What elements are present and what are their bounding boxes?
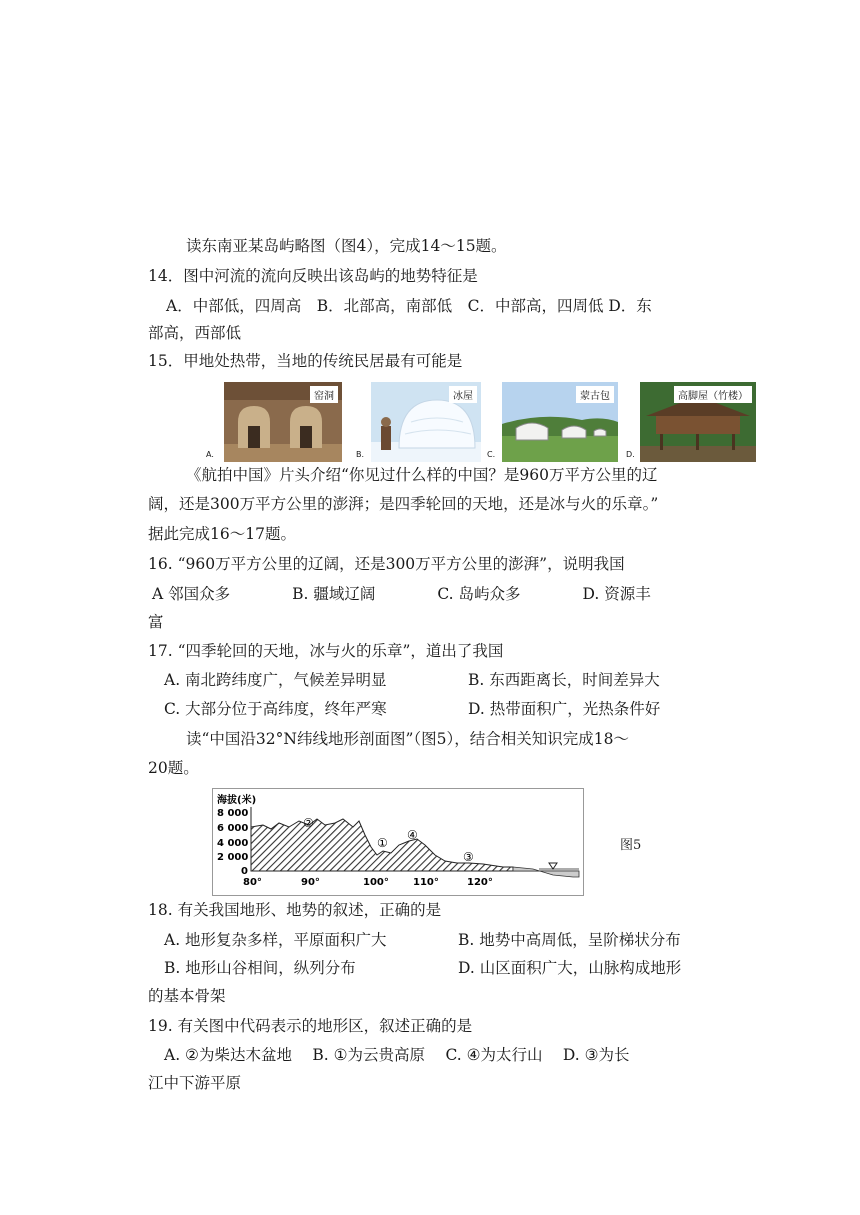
y-tick-2000: 2 000 (217, 852, 249, 863)
q19-stem: 19. 有关图中代码表示的地形区，叙述正确的是 (148, 1017, 473, 1035)
q17-option-d: D. 热带面积广，光热条件好 (468, 700, 661, 718)
stilt-house-photo (640, 382, 756, 462)
sea-area (513, 867, 579, 877)
y-tick-6000: 6 000 (217, 823, 249, 834)
option-a-letter: A. (206, 450, 214, 459)
intro-18-20-line1: 读“中国沿32°N纬线地形剖面图”（图5），结合相关知识完成18～ (186, 730, 629, 748)
q18-stem: 18. 有关我国地形、地势的叙述，正确的是 (148, 901, 442, 919)
q17-option-b: B. 东西距离长，时间差异大 (468, 671, 660, 689)
intro-16-17-line3: 据此完成16～17题。 (148, 525, 296, 543)
x-tick-100: 100° (363, 877, 389, 888)
q17-stem: 17. “四季轮回的天地，冰与火的乐章”，道出了我国 (148, 642, 504, 660)
q15-stem: 15．甲地处热带，当地的传统民居最有可能是 (148, 352, 463, 370)
stilt-caption: 高脚屋（竹楼） (674, 386, 752, 403)
option-c-letter: C. (487, 450, 496, 459)
q19-options: A. ②为柴达木盆地 B. ①为云贵高原 C. ④为太行山 D. ③为长 (164, 1046, 630, 1064)
yurt-photo (502, 382, 618, 462)
q17-option-c: C. 大部分位于高纬度，终年严寒 (164, 700, 387, 718)
option-b-letter: B. (356, 450, 365, 459)
x-tick-110: 110° (413, 877, 439, 888)
figure5-label: 图5 (620, 838, 642, 853)
q14-stem: 14．图中河流的流向反映出该岛屿的地势特征是 (148, 267, 478, 285)
q16-options: A 邻国众多 B. 疆域辽阔 C. 岛屿众多 D. 资源丰 (152, 585, 651, 603)
marker-4: ④ (407, 828, 418, 842)
igloo-caption: 冰屋 (449, 386, 477, 403)
intro-16-17-line1: 《航拍中国》片头介绍“你见过什么样的中国？是960万平方公里的辽 (186, 466, 658, 484)
intro-18-20-line2: 20题。 (148, 759, 199, 777)
q16-stem: 16. “960万平方公里的辽阔，还是300万平方公里的澎湃”，说明我国 (148, 555, 625, 573)
q18-option-c: B. 地形山谷相间，纵列分布 (164, 959, 356, 977)
q19-options-cont: 江中下游平原 (148, 1074, 242, 1092)
q18-option-a: A. 地形复杂多样，平原面积广大 (164, 931, 387, 949)
q14-options: A．中部低，四周高 B．北部高，南部低 C．中部高，四周低 D．东 (166, 297, 652, 315)
cave-dwelling-photo (224, 382, 342, 462)
marker-1: ① (377, 836, 388, 850)
intro-16-17-line2: 阔，还是300万平方公里的澎湃；是四季轮回的天地，还是冰与火的乐章。” (148, 495, 659, 513)
y-tick-8000: 8 000 (217, 808, 249, 819)
q14-options-cont: 部高，西部低 (148, 324, 242, 342)
y-tick-4000: 4 000 (217, 838, 249, 849)
terrain-profile-figure (212, 788, 584, 896)
q17-option-a: A. 南北跨纬度广，气候差异明显 (164, 671, 387, 689)
marker-3: ③ (463, 850, 474, 864)
x-tick-90: 90° (301, 877, 320, 888)
q18-option-d: D. 山区面积广大，山脉构成地形 (458, 959, 682, 977)
x-tick-80: 80° (243, 877, 262, 888)
igloo-photo (371, 382, 481, 462)
x-tick-120: 120° (467, 877, 493, 888)
cave-caption: 窑洞 (310, 386, 338, 403)
y-axis-title: 海拔(米) (217, 795, 257, 806)
sea-level-marker-icon (549, 863, 557, 869)
intro-14-15: 读东南亚某岛屿略图（图4），完成14～15题。 (186, 237, 507, 255)
option-d-letter: D. (626, 450, 635, 459)
yurt-caption: 蒙古包 (576, 386, 614, 403)
y-tick-0: 0 (241, 866, 248, 877)
marker-2: ② (303, 816, 314, 830)
q18-option-d-cont: 的基本骨架 (148, 987, 226, 1005)
q18-option-b: B. 地势中高周低，呈阶梯状分布 (458, 931, 681, 949)
q16-options-cont: 富 (148, 613, 164, 631)
